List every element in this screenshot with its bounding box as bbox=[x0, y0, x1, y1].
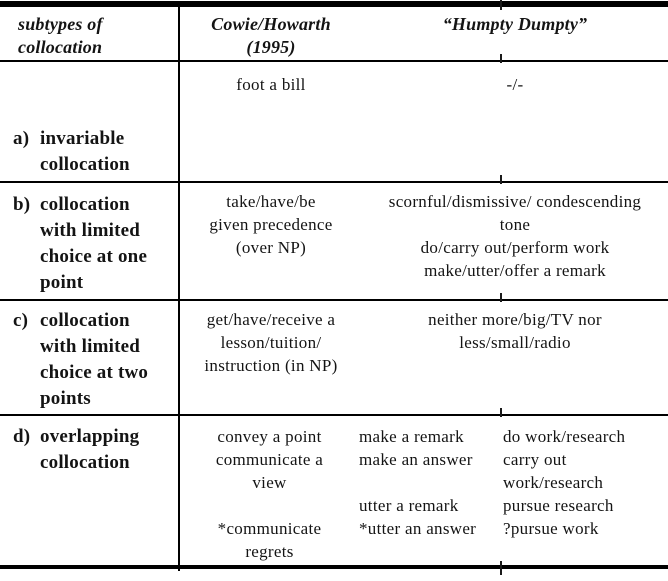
row-d-cowie-cell: convey a point communicate a view *communicate regrets bbox=[215, 427, 324, 561]
row-a-subtype-cell bbox=[0, 62, 180, 181]
table-row-c bbox=[0, 301, 668, 414]
row-d-marker: d) bbox=[13, 426, 31, 447]
row-b-label-text: collocation with limited choice at one point bbox=[40, 194, 148, 293]
row-b-cowie-cell: take/have/be given precedence (over NP) bbox=[209, 192, 333, 257]
subcolumn-tick-row-a bbox=[500, 175, 502, 184]
subcolumn-tick-header bbox=[500, 54, 502, 63]
header-humpty-text: “Humpty Dumpty” bbox=[442, 14, 588, 34]
row-a-label-text: invariable collocation bbox=[40, 128, 130, 175]
row-a-humpty-cell: -/- bbox=[506, 75, 524, 94]
table-header-row bbox=[0, 7, 668, 60]
table-row-d bbox=[0, 416, 668, 565]
row-c-label-text: collocation with limited choice at two points bbox=[40, 310, 149, 409]
subcolumn-tick-top bbox=[500, 0, 502, 10]
header-col-cowie-howarth bbox=[180, 7, 362, 60]
row-c-subtype-cell bbox=[0, 301, 180, 414]
row-b-humpty-cell: scornful/dismissive/ condescending tone do/carry out/perform work make/utter/offer a remark bbox=[388, 192, 642, 280]
header-cowie-text: Cowie/Howarth (1995) bbox=[211, 14, 331, 57]
row-d-label bbox=[0, 424, 180, 476]
row-c-cowie-cell: get/have/receive a lesson/tuition/ instruction (in NP) bbox=[204, 310, 338, 375]
row-c-label bbox=[0, 308, 180, 412]
row-a-cowie-cell: foot a bill bbox=[236, 75, 306, 94]
row-d-label-text: overlapping collocation bbox=[40, 426, 140, 473]
subcolumn-tick-row-c bbox=[500, 408, 502, 417]
header-subtypes-text: subtypes of collocation bbox=[18, 14, 103, 57]
row-c-marker: c) bbox=[13, 310, 29, 331]
row-b-label bbox=[0, 192, 180, 296]
column-divider bbox=[178, 1, 180, 571]
row-a-marker: a) bbox=[13, 128, 30, 149]
row-b-marker: b) bbox=[13, 194, 31, 215]
table-bottom-rule bbox=[0, 565, 668, 569]
table-row-b bbox=[0, 183, 668, 299]
row-b-subtype-cell bbox=[0, 183, 180, 299]
row-a-label bbox=[0, 126, 180, 178]
row-c-humpty-cell: neither more/big/TV nor less/small/radio bbox=[428, 310, 602, 352]
row-d-humpty-left-cell: make a remark make an answer utter a remark *utter an answer bbox=[359, 427, 477, 538]
row-d-humpty-right-cell: do work/research carry out work/research pursue research ?pursue work bbox=[503, 427, 626, 538]
header-col-humpty-dumpty bbox=[362, 7, 668, 60]
header-col-subtypes bbox=[0, 7, 180, 60]
row-d-subtype-cell bbox=[0, 416, 180, 565]
subcolumn-tick-bottom bbox=[500, 561, 502, 575]
table-row-a bbox=[0, 62, 668, 181]
subcolumn-tick-row-b bbox=[500, 293, 502, 302]
